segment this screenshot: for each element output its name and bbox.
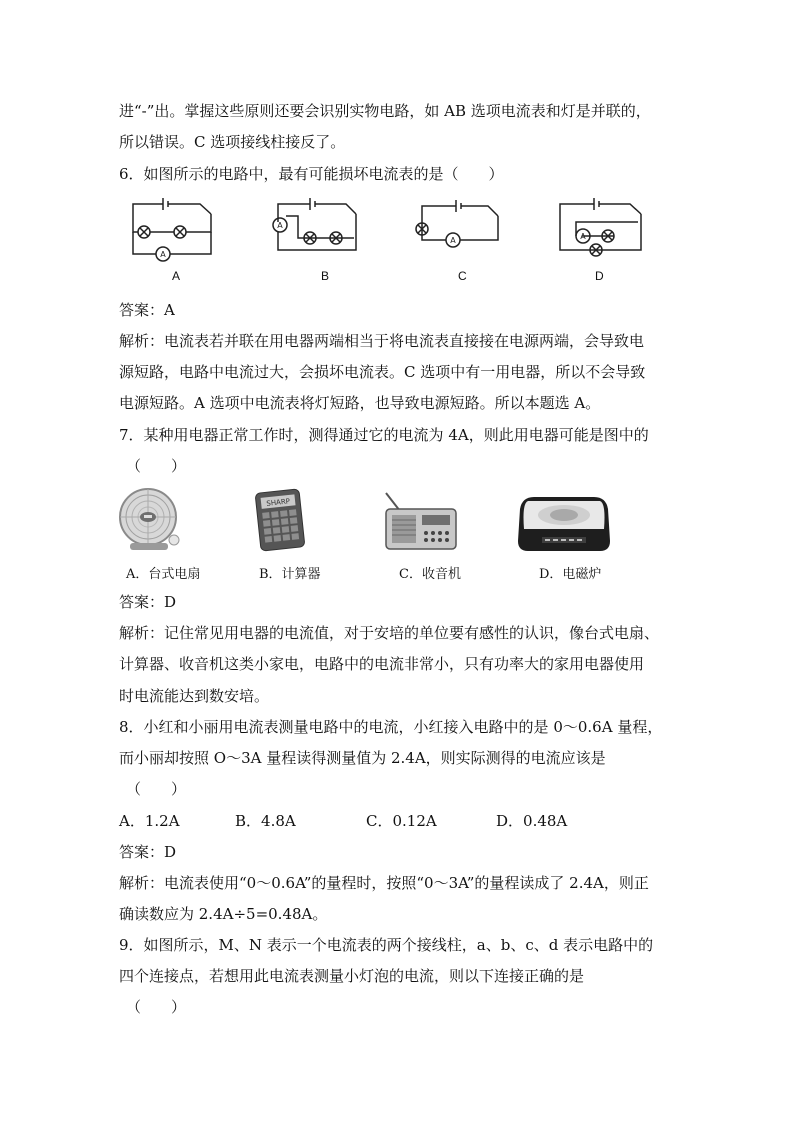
q6-analysis-line-2: 源短路，电路中电流过大，会损坏电流表。C 选项中有一用电器，所以不会导致 [119,363,646,381]
q9-question-line-2: 四个连接点，若想用此电流表测量小灯泡的电流，则以下连接正确的是 [119,967,585,985]
q7-analysis-line-2: 计算器、收音机这类小家电，电路中的电流非常小，只有功率大的家用电器使用 [119,655,645,673]
q7-question-line-2: （ ） [126,457,187,475]
induction-cooker-image [514,493,614,555]
q8-question-line-2: 而小丽却按照 O～3A 量程读得测量值为 2.4A，则实际测得的电流应该是 [119,749,606,767]
circuit-c [416,200,498,247]
q7-option-a: A．台式电扇 [126,567,201,582]
q6-analysis-line-3: 电源短路。A 选项中电流表将灯短路，也导致电源短路。所以本题选 A。 [119,394,601,412]
q7-option-c: C．收音机 [399,567,461,582]
q8-option-b: B．4.8A [235,812,296,830]
circuit-label-d: D [595,269,604,283]
ammeter-symbol: A [160,250,166,259]
q8-option-a: A．1.2A [119,812,180,830]
q7-option-d: D．电磁炉 [539,567,602,582]
q7-question-line-1: 7．某种用电器正常工作时，测得通过它的电流为 4A，则此用电器可能是图中的 [119,426,649,444]
q7-analysis-line-1: 解析：记住常见用电器的电流值，对于安培的单位要有感性的认识，像台式电扇、 [119,624,660,642]
q8-question-line-1: 8．小红和小丽用电流表测量电路中的电流，小红接入电路中的是 0～0.6A 量程， [119,718,663,736]
q8-option-d: D．0.48A [496,812,568,830]
ammeter-symbol: A [277,221,283,230]
q6-question: 6．如图所示的电路中，最有可能损坏电流表的是（ ） [119,165,504,183]
q6-analysis-line-1: 解析：电流表若并联在用电器两端相当于将电流表直接接在电源两端，会导致电 [119,332,645,350]
ammeter-symbol: A [580,232,586,241]
q8-option-c: C．0.12A [366,812,437,830]
q7-option-b: B．计算器 [259,567,321,582]
q8-analysis-line-2: 确读数应为 2.4A÷5=0.48A。 [119,905,328,923]
q7-analysis-line-3: 时电流能达到数安培。 [119,687,270,705]
circuit-label-c: C [458,269,467,283]
q9-question-line-1: 9．如图所示，M、N 表示一个电流表的两个接线柱，a、b、c、d 表示电路中的 [119,936,654,954]
q9-question-line-3: （ ） [126,998,187,1016]
intro-line-2: 所以错误。C 选项接线柱接反了。 [119,133,346,151]
radio-image [380,491,466,553]
circuit-b [273,198,356,250]
circuit-a [133,198,211,261]
calculator-image [250,488,310,552]
intro-line-1: 进“-”出。掌握这些原则还要会识别实物电路，如 AB 选项电流表和灯是并联的， [119,102,651,120]
q7-answer: 答案：D [119,593,177,611]
q8-answer: 答案：D [119,843,177,861]
q6-circuit-diagrams [118,192,678,262]
circuit-label-b: B [321,269,330,283]
circuit-d [560,198,641,256]
ammeter-symbol: A [450,236,456,245]
q8-analysis-line-1: 解析：电流表使用“0～0.6A”的量程时，按照“0～3A”的量程读成了 2.4A，则正 [119,874,649,892]
desk-fan-image [118,486,182,552]
circuit-label-a: A [172,269,181,283]
q8-question-line-3: （ ） [126,780,187,798]
q6-answer: 答案：A [119,301,175,319]
calculator-display-text: SHARP [266,497,291,508]
